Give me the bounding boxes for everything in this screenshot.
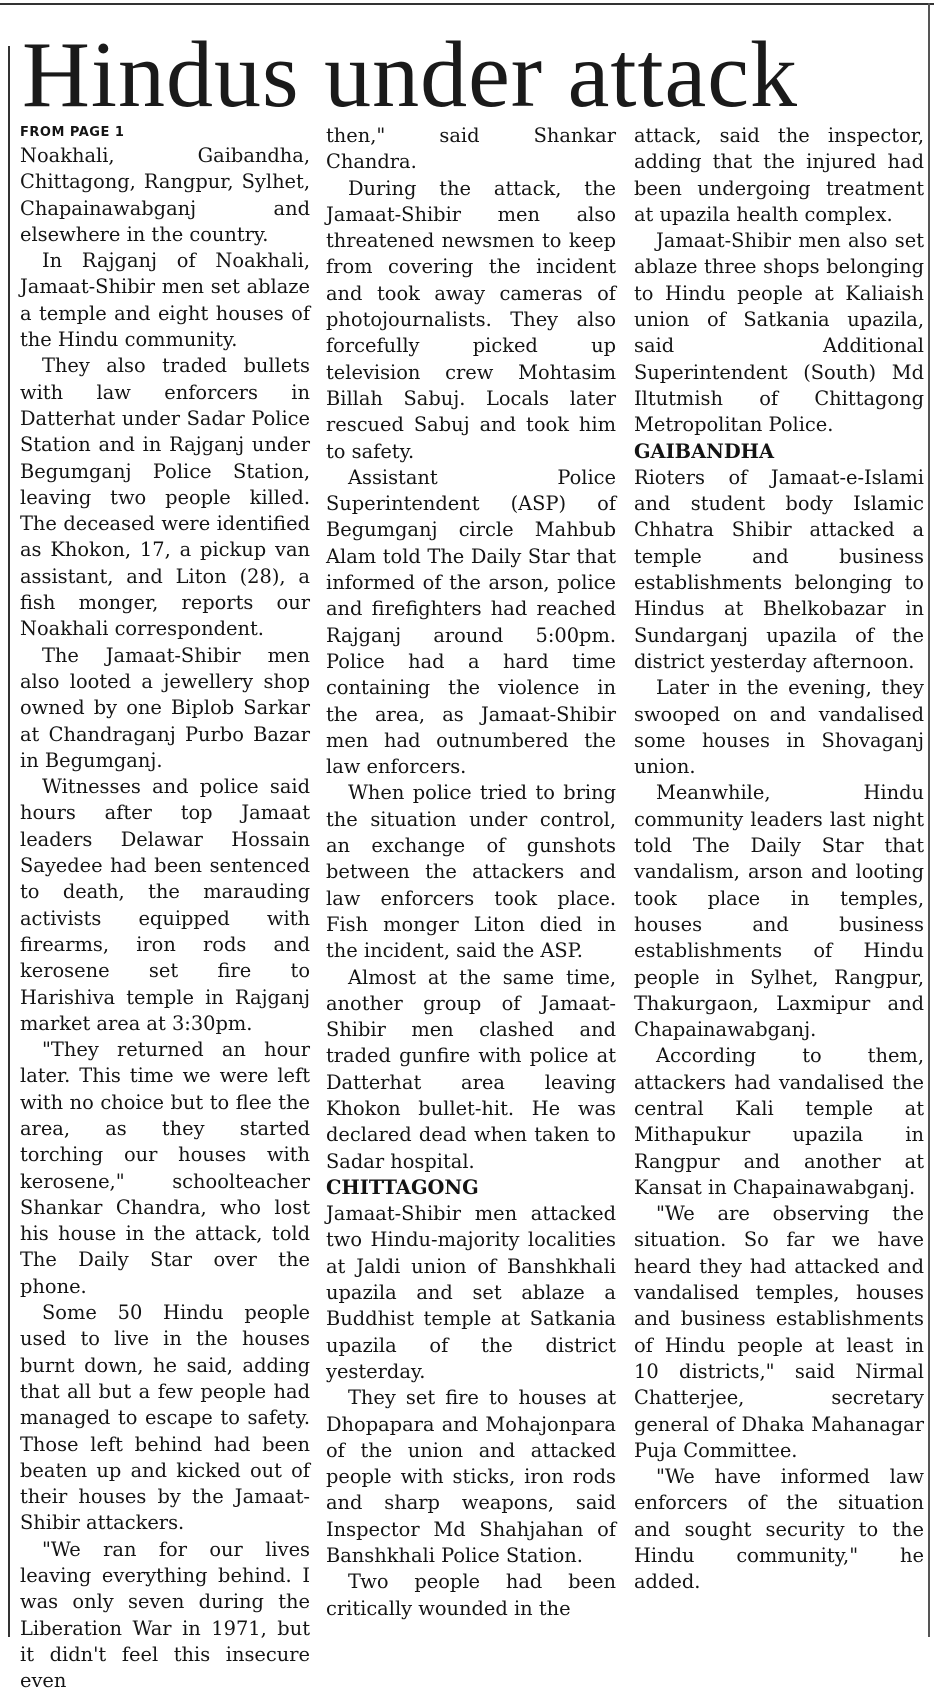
paragraph: They also traded bullets with law enforcers in Datterhat under Sadar Police Station and in Rajganj under Begumganj Police Station, leaving two people killed. The deceased were identified as Khokon, 17, a pickup van assistant, and Liton (28), a fish monger, reports our Noakhali correspondent.	[20, 354, 310, 641]
article-column-1	[20, 123, 310, 1693]
paragraph: According to them, attackers had vandalised the central Kali temple at Mithapukur upazila in Rangpur and another at Kansat in Chapainawabganj.	[634, 1044, 924, 1199]
paragraph: "We are observing the situation. So far we have heard they had attacked and vandalised temples, houses and business establishments of Hindu people at least in 10 districts," said Nirmal Chatterjee, secretary general of Dhaka Mahanagar Puja Committee.	[634, 1202, 924, 1462]
paragraph: Later in the evening, they swooped on and vandalised some houses in Shovaganj union.	[634, 676, 924, 779]
paragraph: "We ran for our lives leaving everything behind. I was only seven during the Liberation War in 1971, but it didn't feel this insecure even	[20, 1537, 310, 1693]
right-edge-rule	[928, 3, 930, 1637]
article-column-2	[326, 123, 616, 1633]
paragraph: Witnesses and police said hours after top Jamaat leaders Delawar Hossain Sayedee had been sentenced to death, the marauding activists equipped with firearms, iron rods and kerosene set fire to Harishiva temple in Rajganj market area at 3:30pm.	[20, 775, 310, 1035]
paragraph: Rioters of Jamaat-e-Islami and student body Islamic Chhatra Shibir attacked a temple and business establishments belonging to Hindus at Bhelkobazar in Sundarganj upazila of the district yesterday afternoon.	[634, 465, 924, 673]
paragraph: Meanwhile, Hindu community leaders last night told The Daily Star that vandalism, arson and looting took place in temples, houses and business establishments of Hindu people in Sylhet, Rangpur, Thakurgaon, Laxmipur and Chapainawabganj.	[634, 781, 924, 1042]
kicker-from-page: FROM PAGE 1	[20, 125, 125, 140]
subhead-chittagong: CHITTAGONG	[326, 1175, 479, 1199]
paragraph: attack, said the inspector, adding that the injured had been undergoing treatment at upazila health complex.	[634, 124, 924, 226]
headline: Hindus under attack	[22, 23, 799, 127]
paragraph: Jamaat-Shibir men also set ablaze three shops belonging to Hindu people at Kaliaish union of Satkania upazila, said Additional Superintendent (South) Md Iltutmish of Chittagong Metropolitan Police.	[634, 229, 924, 437]
paragraph: "They returned an hour later. This time we were left with no choice but to flee the area, as they started torching our houses with kerosene," schoolteacher Shankar Chandra, who lost his house in the attack, told The Daily Star over the phone.	[20, 1038, 310, 1298]
paragraph: Almost at the same time, another group of Jamaat-Shibir men clashed and traded gunfire with police at Datterhat area leaving Khokon bullet-hit. He was declared dead when taken to Sadar hospital.	[326, 965, 616, 1173]
paragraph: Jamaat-Shibir men attacked two Hindu-majority localities at Jaldi union of Banshkhali upazila and set ablaze a Buddhist temple at Satkania upazila of the district yesterday.	[326, 1202, 616, 1383]
paragraph: The Jamaat-Shibir men also looted a jewellery shop owned by one Biplob Sarkar at Chandraganj Purbo Bazar in Begumganj.	[20, 643, 310, 772]
subhead-gaibandha: GAIBANDHA	[634, 439, 775, 463]
paragraph: "We have informed law enforcers of the situation and sought security to the Hindu community," he added.	[634, 1465, 924, 1594]
paragraph: Some 50 Hindu people used to live in the houses burnt down, he said, adding that all but a few people had managed to escape to safety. Those left behind had been beaten up and kicked out of their houses by the Jamaat-Shibir attackers.	[20, 1301, 310, 1535]
top-rule	[0, 3, 934, 5]
paragraph: When police tried to bring the situation under control, an exchange of gunshots between the attackers and law enforcers took place. Fish monger Liton died in the incident, said the ASP.	[326, 781, 616, 963]
paragraph: In Rajganj of Noakhali, Jamaat-Shibir men set ablaze a temple and eight houses of the Hindu community.	[20, 249, 310, 352]
paragraph: During the attack, the Jamaat-Shibir men also threatened newsmen to keep from covering the incident and took away cameras of photojournalists. They also forcefully picked up television crew Mohtasim Billah Sabuj. Locals later rescued Sabuj and took him to safety.	[326, 176, 616, 463]
article-column-3	[634, 123, 924, 1633]
paragraph: They set fire to houses at Dhopapara and Mohajonpara of the union and attacked people with sticks, iron rods and sharp weapons, said Inspector Md Shahjahan of Banshkhali Police Station.	[326, 1386, 616, 1568]
left-column-rule	[8, 46, 10, 1637]
paragraph: then," said Shankar Chandra.	[326, 124, 616, 174]
paragraph: Assistant Police Superintendent (ASP) of Begumganj circle Mahbub Alam told The Daily Star that informed of the arson, police and firefighters had reached Rajganj around 5:00pm. Police had a hard time containing the violence in the area, as Jamaat-Shibir men had outnumbered the law enforcers.	[326, 465, 616, 779]
paragraph: Two people had been critically wounded in the	[326, 1570, 616, 1620]
paragraph: Noakhali, Gaibandha, Chittagong, Rangpur, Sylhet, Chapainawabganj and elsewhere in the country.	[20, 144, 310, 246]
